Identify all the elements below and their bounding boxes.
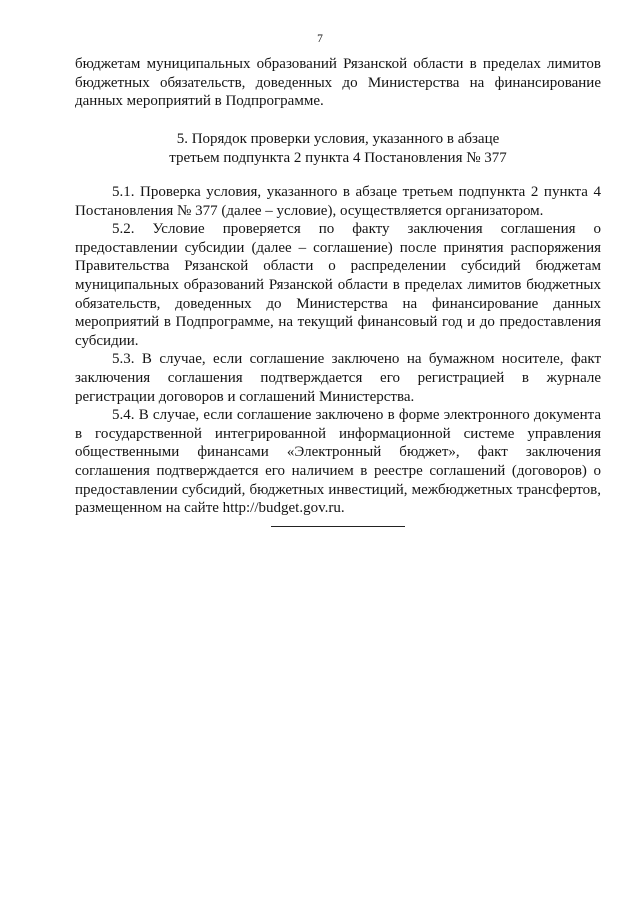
section-heading-line-2: третьем подпункта 2 пункта 4 Постановления № 377 — [169, 149, 507, 166]
paragraph-5-1: 5.1. Проверка условия, указанного в абзаце третьем подпункта 2 пункта 4 Постановления № 377 (далее – условие), осуществляется организатором. — [75, 184, 601, 219]
page-number: 7 — [317, 33, 323, 45]
continuation-paragraph: бюджетам муниципальных образований Рязанской области в пределах лимитов бюджетных обязательств, доведенных до Министерства на финансирование данных мероприятий в Подпрограмме. — [75, 56, 601, 110]
paragraph-5-2: 5.2. Условие проверяется по факту заключения соглашения о предоставлении субсидии (далее – соглашение) после принятия распоряжения Правительства Рязанской области о распределении субсидий бюджетам муниципальных образований Рязанской области в пределах лимитов бюджетных обязательств, доведенных до Министерства на финансирование данных мероприятий в Подпрограмме, на текущий финансовый год и до предоставления субсидии. — [75, 221, 601, 349]
paragraph-5-4: 5.4. В случае, если соглашение заключено в форме электронного документа в государственной интегрированной информационной системе управления общественными финансами «Электронный бюджет», факт заключения соглашения подтверждается его наличием в реестре соглашений (договоров) о предоставлении субсидий, бюджетных инвестиций, межбюджетных трансфертов, размещенном на сайте http://budget.gov.ru. — [75, 407, 601, 517]
end-separator-line — [271, 526, 405, 527]
paragraph-5-3: 5.3. В случае, если соглашение заключено на бумажном носителе, факт заключения соглашения подтверждается его регистрацией в журнале регистрации договоров и соглашений Министерства. — [75, 351, 601, 405]
section-heading — [75, 130, 601, 167]
section-heading-line-1: 5. Порядок проверки условия, указанного в абзаце — [176, 131, 500, 147]
section-body — [75, 183, 601, 518]
